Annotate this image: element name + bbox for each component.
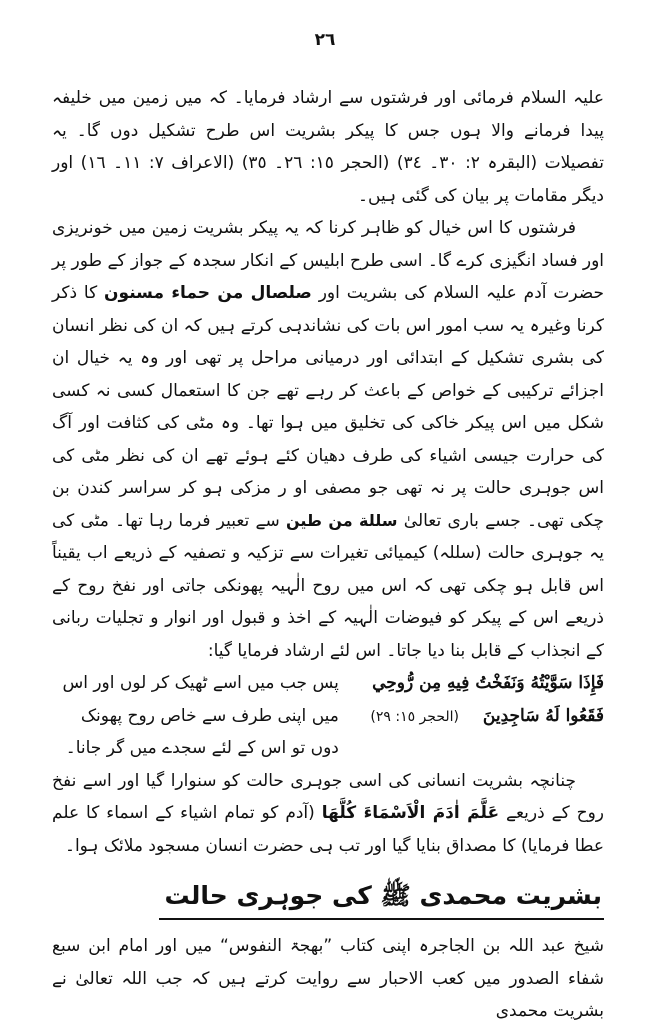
ayah-block [52, 667, 604, 765]
ayah-arabic [339, 667, 604, 765]
section-heading: بشریت محمدی ﷺ کی جوہری حالت [159, 876, 604, 920]
paragraph-3-text-b: (آدم کو تمام اشیاء کے اسماء کا علم عطا فرمایا) کا مصداق بنایا گیا اور تب ہی حضرت انسان مسجود ملائک ہوا۔ [52, 803, 604, 856]
paragraph-2-text-a: فرشتوں کا اس خیال کو ظاہر کرنا کہ یہ پیکر بشریت زمین میں خونریزی اور فساد انگیزی کرے گا۔ اسی طرح ابلیس کے انکار سجدہ کے جواز کے طور پر حضرت آدم علیہ السلام کی بشریت اور [52, 218, 604, 303]
paragraph-2-text-c: سے تعبیر فرما رہا تھا۔ مٹی کی یہ جوہری حالت (سللہ) کیمیائی تغیرات سے تزکیہ و تصفیہ کے ذریعے اب یقیناً اس قابل ہو چکی تھی کہ اس میں روح الٰہیہ پھونکی جاتی اور نفخ روح کے ذریعے اس کے پیکر کو فیوضات الٰہیہ کے اخذ و قبول اور انوار و تجلیات ربانی کے انجذاب کے قابل بنا دیا جاتا۔ اس لئے ارشاد فرمایا گیا: [52, 510, 604, 661]
page-number: ٢٦ [314, 30, 336, 50]
paragraph-2 [52, 212, 604, 667]
paragraph-3-text-a: چنانچہ بشریت انسانی کی اسی جوہری حالت کو سنوارا گیا اور اسے نفخ روح کے ذریعے [52, 770, 604, 823]
quran-phrase-allama: عَلَّمَ اٰدَمَ الْاَسْمَاءَ كُلَّهَا [321, 803, 500, 823]
quran-phrase-salsal: صلصال من حماء مسنون [104, 283, 312, 303]
quran-phrase-sulalah: سللة من طين [285, 510, 398, 530]
paragraph-2-text-b: کا ذکر کرنا وغیرہ یہ سب امور اس بات کی نشاندہی کرتے ہیں کہ ان کی نظر انسان کی بشری تشکیل کے ابتدائی اور درمیانی مراحل پر تھی اور وہ یہ خیال ان اجزائے ترکیبی کے خواص کے باعث کر رہے تھے جن کا استعمال کسی نہ کسی شکل میں اس پیکر خاکی کی تخلیق میں ہوا تھا۔ وہ مٹی کی کثافت اور آگ کی حرارت جیسی اشیاء کی طرف دھیان کئے ہوئے تھے ان کی نظر مٹی کی اس جوہری حالت پر نہ تھی جو مصفی او ر مزکی ہو کر سراسر کندن بن چکی تھی۔ جسے باری تعالیٰ [52, 283, 605, 531]
ayah-translation: پس جب میں اسے ٹھیک کر لوں اور اس میں اپنی طرف سے خاص روح پھونک دوں تو اس کے لئے سجدے میں گر جانا۔ [62, 673, 339, 758]
ayah-reference: (الحجر ١٥: ٢٩) [370, 708, 459, 725]
paragraph-4: شیخ عبد اللہ بن الجاجرہ اپنی کتاب ”بھجۃ النفوس“ میں اور امام ابن سبع شفاء الصدور میں کعب الاحبار سے روایت کرتے ہیں کہ جب اللہ تعالیٰ نے بشریت محمدی [52, 936, 604, 1021]
ayah-arabic-text: فَإِذَا سَوَّيْتُهُ وَنَفَخْتُ فِيهِ مِن رُّوحِي فَقَعُوا لَهُ سَاجِدِينَ [372, 673, 604, 726]
section-heading-wrap [52, 862, 604, 930]
page-body [52, 82, 604, 1028]
paragraph-1: علیہ السلام فرمائی اور فرشتوں سے ارشاد فرمایا۔ کہ میں زمین میں خلیفہ پیدا فرمانے والا ہوں جس کا پیکر بشریت اس طرح تشکیل دوں گا۔ یہ تفصیلات (البقرہ ٢: ٣٠۔ ٣٤) (الحجر ١٥: ٢٦۔ ٣٥) (الاعراف ٧: ١١۔ ١٦) اور دیگر مقامات پر بیان کی گئی ہیں۔ [52, 88, 604, 206]
paragraph-3 [52, 765, 604, 863]
